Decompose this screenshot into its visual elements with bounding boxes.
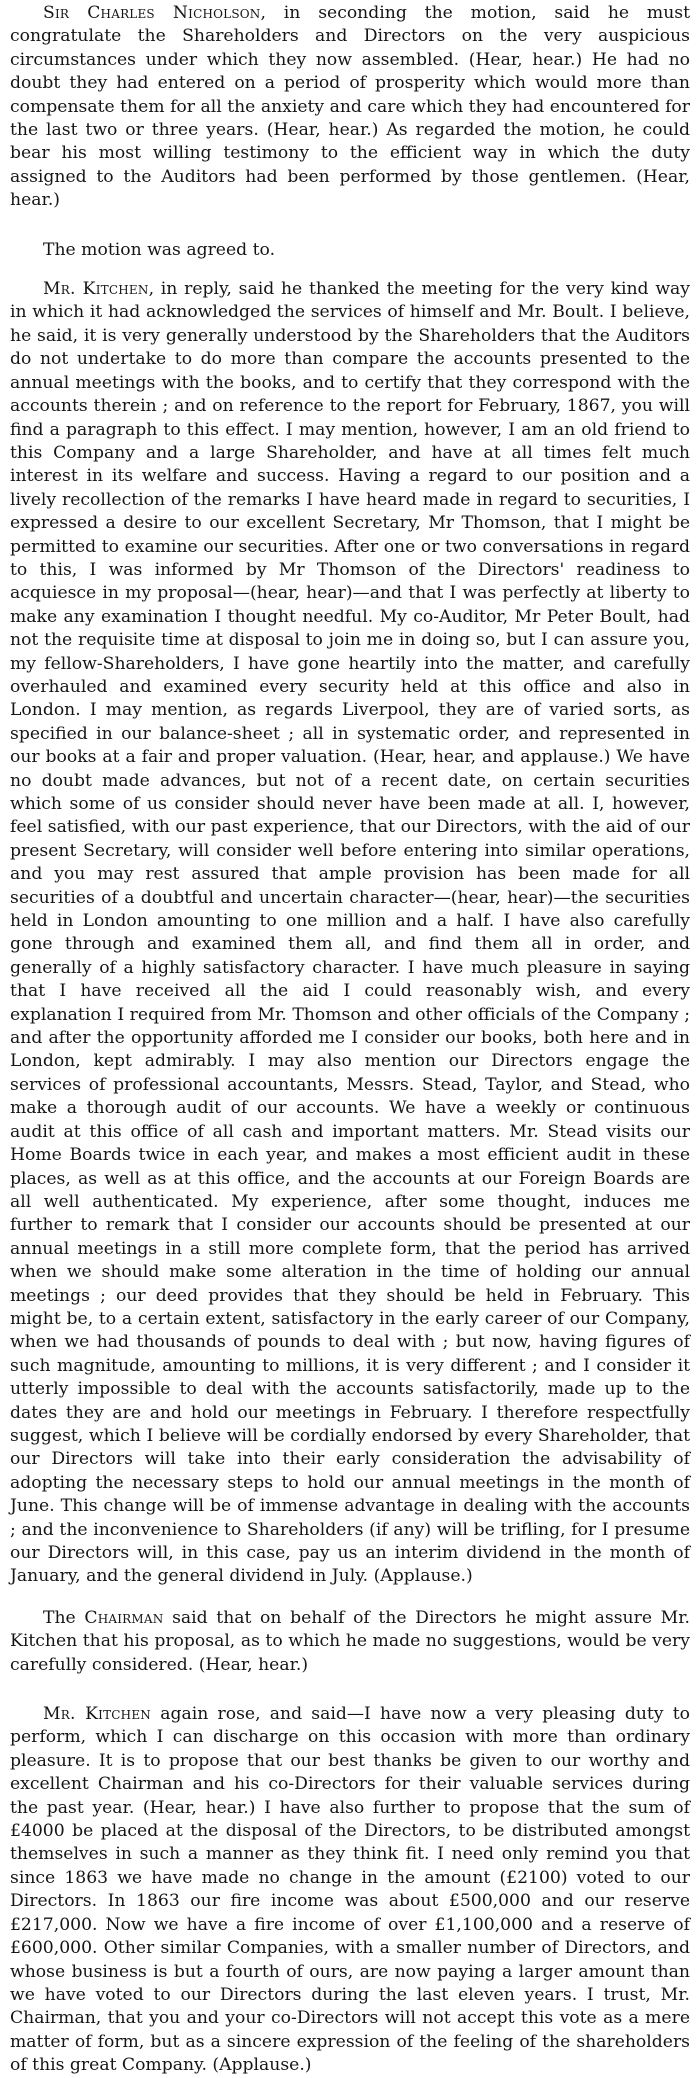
paragraph-chairman-response	[10, 1607, 690, 1677]
paragraph-text: , in seconding the motion, said he must congratulate the Shareholders and Directors on the very auspicious circumstances under which they now assembled. (Hear, hear.) He had no doubt they had entered on a period of prosperity which would more than compensate them for all the anxiety and care which they had encountered for the last two or three years. (Hear, hear.) As regarded the motion, he could bear his most willing testimony to the efficient way in which the duty assigned to the Auditors had been performed by those gentlemen. (Hear, hear.)	[10, 3, 690, 211]
paragraph-motion-agreed	[10, 239, 690, 262]
speaker-name: Mr. Kitchen	[43, 1704, 152, 1725]
speaker-name: Sir Charles Nicholson	[43, 3, 261, 23]
paragraph-kitchen-reply	[10, 278, 690, 1589]
paragraph-nicholson-seconding	[10, 2, 690, 213]
speaker-name: Chairman	[84, 1607, 164, 1628]
paragraph-kitchen-vote-of-thanks	[10, 1703, 690, 2078]
paragraph-text: The motion was agreed to.	[43, 239, 276, 260]
paragraph-text: again rose, and said—I have now a very pleasing duty to perform, which I can discharge on this occasion with more than ordinary pleasure. It is to propose that our best thanks be given to our worthy and excellent Chairman and his co-Directors for their valuable services during the past year. (Hear, hear.) I have also further to propose that the sum of £4000 be placed at the disposal of the Directors, to be distributed amongst themselves in such a manner as they think fit. I need only remind you that since 1863 we have made no change in the amount (£2100) voted to our Directors. In 1863 our fire income was about £500,000 and our reserve £217,000. Now we have a fire income of over £1,100,000 and a reserve of £600,000. Other similar Companies, with a smaller number of Directors, and whose business is but a fourth of ours, are now paying a larger amount than we have voted to our Directors during the last eleven years. I trust, Mr. Chairman, that you and your co-Directors will not accept this vote as a mere matter of form, but as a sincere expression of the feeling of the shareholders of this great Company. (Applause.)	[10, 1704, 690, 2076]
paragraph-text: , in reply, said he thanked the meeting for the very kind way in which it had acknowledged the services of himself and Mr. Boult. I believe, he said, it is very generally understood by the Shareholders that the Auditors do not undertake to do more than compare the accounts presented to the annual meetings with the books, and to certify that they correspond with the accounts therein ; and on reference to the report for February, 1867, you will find a paragraph to this effect. I may mention, however, I am an old friend to this Company and a large Shareholder, and have at all times felt much interest in its welfare and success. Having a regard to our position and a lively recollection of the remarks I have heard made in regard to securities, I expressed a desire to our excellent Secretary, Mr Thomson, that I might be permitted to examine our securities. After one or two conversations in regard to this, I was informed by Mr Thomson of the Directors' readiness to acquiesce in my proposal—(hear, hear)—and that I was perfectly at liberty to make any examination I thought needful. My co-Auditor, Mr Peter Boult, had not the requisite time at disposal to join me in doing so, but I can assure you, my fellow-Shareholders, I have gone heartily into the matter, and carefully overhauled and examined every security held at this office and also in London. I may mention, as regards Liverpool, they are of varied sorts, as specified in our balance-sheet ; all in systematic order, and represented in our books at a fair and proper valuation. (Hear, hear, and applause.) We have no doubt made advances, but not of a recent date, on certain securities which some of us consider should never have been made at all. I, however, feel satisfied, with our past experience, that our Directors, with the aid of our present Secretary, will consider well before entering into similar operations, and you may rest assured that ample provision has been made for all securities of a doubtful and uncertain character—(hear, hear)—the securities held in London amounting to one million and a half. I have also carefully gone through and examined them all, and find them all in order, and generally of a highly satisfactory character. I have much pleasure in saying that I have received all the aid I could reasonably wish, and every explanation I required from Mr. Thomson and other officials of the Company ; and after the opportunity afforded me I consider our books, both here and in London, kept admirably. I may also mention our Directors engage the services of professional accountants, Messrs. Stead, Taylor, and Stead, who make a thorough audit of our accounts. We have a weekly or continuous audit at this office of all cash and important matters. Mr. Stead visits our Home Boards twice in each year, and makes a most efficient audit in these places, as well as at this office, and the accounts at our Foreign Boards are all well authenticated. My experience, after some thought, induces me further to remark that I consider our accounts should be presented at our annual meetings in a still more complete form, that the period has arrived when we should make some alteration in the time of holding our annual meetings ; our deed provides that they should be held in February. This might be, to a certain extent, satisfactory in the early career of our Company, when we had thousands of pounds to deal with ; but now, having figures of such magnitude, amounting to millions, it is very different ; and I consider it utterly impossible to deal with the accounts satisfactorily, made up to the dates they are and hold our meetings in February. I therefore respectfully suggest, which I believe will be cordially endorsed by every Shareholder, that our Directors will take into their early consideration the advisability of adopting the necessary steps to hold our annual meetings in the month of June. This change will be of immense advantage in dealing with the accounts ; and the inconvenience to Shareholders (if any) will be trifling, for I presume our Directors will, in this case, pay us an interim dividend in the month of January, and the general dividend in July. (Applause.)	[10, 279, 690, 1587]
speaker-name: Mr. Kitchen	[43, 279, 149, 300]
paragraph-text: said that on behalf of the Directors he might assure Mr. Kitchen that his proposal, as to which he made no suggestions, would be very carefully considered. (Hear, hear.)	[10, 1607, 691, 1675]
paragraph-lead: The	[43, 1607, 85, 1628]
